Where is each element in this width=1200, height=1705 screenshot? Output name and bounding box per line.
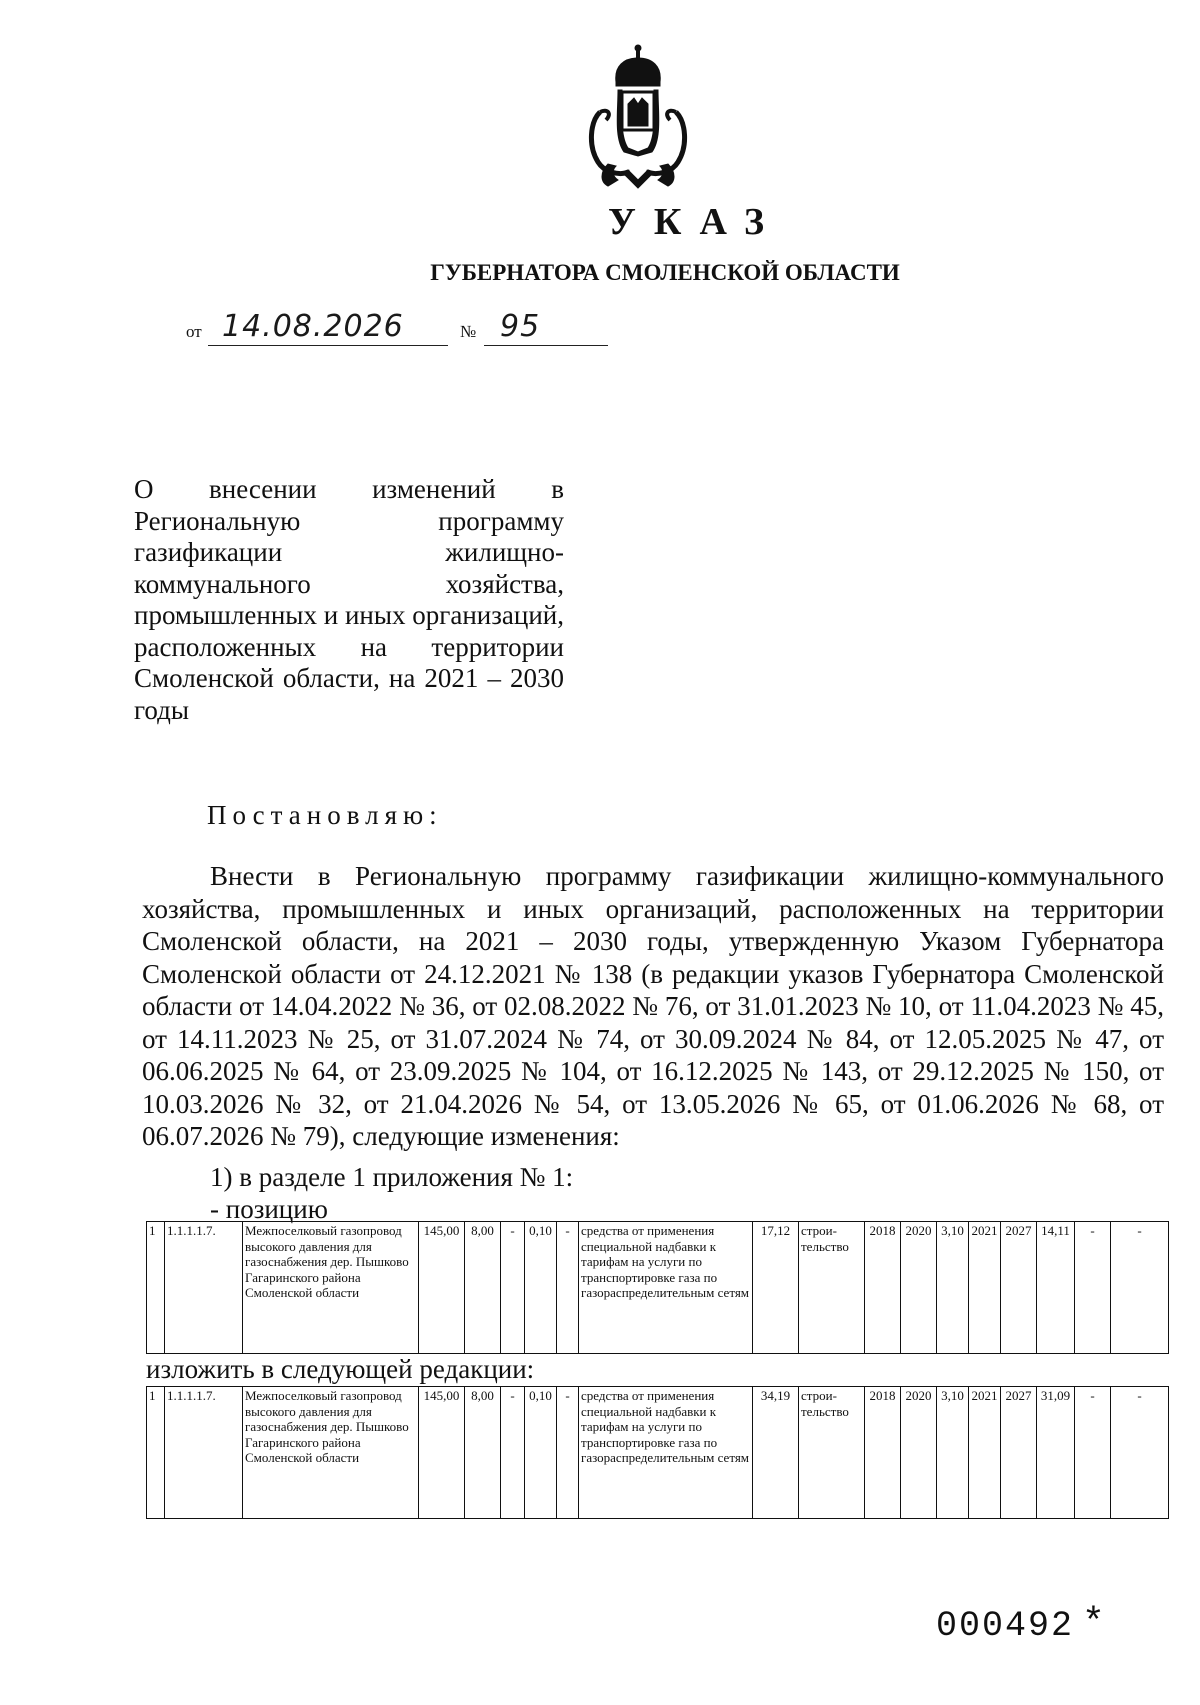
cell-value: -: [1075, 1222, 1111, 1354]
cell-year: 2021: [969, 1222, 1001, 1354]
table-new-position: [146, 1386, 1169, 1519]
cell-year: 2018: [865, 1387, 901, 1519]
cell-object: Межпоселковый газопровод высокого давления для газоснабжения дер. Пышково Гагаринского района Смоленской области: [243, 1387, 419, 1519]
cell-object: Межпоселковый газопровод высокого давления для газоснабжения дер. Пышково Гагаринского района Смоленской области: [243, 1222, 419, 1354]
cell-year: 2027: [1001, 1387, 1037, 1519]
cell-value: 0,10: [525, 1222, 557, 1354]
cell-work-type: строи-тельство: [799, 1387, 865, 1519]
cell-year: 2020: [901, 1222, 937, 1354]
document-serial-number: 000492: [936, 1606, 1075, 1646]
cell-value: -: [1111, 1222, 1169, 1354]
cell-value: -: [1075, 1387, 1111, 1519]
date-underline: [208, 345, 448, 346]
cell-year: 2027: [1001, 1222, 1037, 1354]
date-label: от: [186, 322, 202, 341]
decree-subtitle: ГУБЕРНАТОРА СМОЛЕНСКОЙ ОБЛАСТИ: [430, 260, 900, 285]
decree-subject: О внесении изменений в Региональную программу газификации жилищно-коммунального хозяйства, промышленных и иных организаций, расположенных на территории Смоленской области, на 2021 – 2030 годы: [134, 474, 564, 725]
position-line: - позицию: [210, 1194, 328, 1224]
resolve-heading: Постановляю:: [207, 800, 443, 830]
cell-value: 3,10: [937, 1387, 969, 1519]
edit-line: изложить в следующей редакции:: [146, 1354, 535, 1384]
table-row: [147, 1387, 1169, 1519]
cell-value: -: [501, 1387, 525, 1519]
cell-number: 1: [147, 1387, 165, 1519]
cell-value: -: [501, 1222, 525, 1354]
cell-funding-source: средства от применения специальной надбавки к тарифам на услуги по транспортировке газа по газораспределительным сетям: [579, 1387, 753, 1519]
cell-value: 3,10: [937, 1222, 969, 1354]
number-underline: [484, 345, 608, 346]
cell-funding-source: средства от применения специальной надбавки к тарифам на услуги по транспортировке газа по газораспределительным сетям: [579, 1222, 753, 1354]
table-row: [147, 1222, 1169, 1354]
cell-amount: 14,11: [1037, 1222, 1075, 1354]
serial-mark: *: [1082, 1602, 1105, 1645]
cell-year: 2021: [969, 1387, 1001, 1519]
cell-code: 1.1.1.1.7.: [165, 1222, 243, 1354]
cell-amount: 17,12: [753, 1222, 799, 1354]
cell-code: 1.1.1.1.7.: [165, 1387, 243, 1519]
cell-length: 145,00: [419, 1222, 465, 1354]
number-value: 95: [500, 309, 541, 344]
cell-value: 8,00: [465, 1222, 501, 1354]
cell-year: 2020: [901, 1387, 937, 1519]
coat-of-arms-icon: [578, 42, 698, 192]
item-line: 1) в разделе 1 приложения № 1:: [210, 1162, 574, 1192]
date-value: 14.08.2026: [222, 309, 404, 344]
cell-value: -: [1111, 1387, 1169, 1519]
cell-value: -: [557, 1222, 579, 1354]
decree-title: УКАЗ: [608, 201, 782, 243]
cell-value: 0,10: [525, 1387, 557, 1519]
cell-value: -: [557, 1387, 579, 1519]
cell-length: 145,00: [419, 1387, 465, 1519]
body-paragraph: Внести в Региональную программу газификации жилищно-коммунального хозяйства, промышленных и иных организаций, расположенных на территории Смоленской области, на 2021 – 2030 годы, утвержденную Указом Губернатора Смоленской области от 24.12.2021 № 138 (в редакции указов Губернатора Смоленской области от 14.04.2022 № 36, от 02.08.2022 № 76, от 31.01.2023 № 10, от 11.04.2023 № 45, от 14.11.2023 № 25, от 31.07.2024 № 74, от 30.09.2024 № 84, от 12.05.2025 № 47, от 06.06.2025 № 64, от 23.09.2025 № 104, от 16.12.2025 № 143, от 29.12.2025 № 150, от 10.03.2026 № 32, от 21.04.2026 № 54, от 13.05.2026 № 65, от 01.06.2026 № 68, от 06.07.2026 № 79), следующие изменения:: [142, 861, 1164, 1151]
cell-amount: 34,19: [753, 1387, 799, 1519]
cell-work-type: строи-тельство: [799, 1222, 865, 1354]
number-label: №: [460, 322, 477, 341]
table-old-position: [146, 1221, 1169, 1354]
cell-value: 8,00: [465, 1387, 501, 1519]
cell-year: 2018: [865, 1222, 901, 1354]
cell-amount: 31,09: [1037, 1387, 1075, 1519]
cell-number: 1: [147, 1222, 165, 1354]
